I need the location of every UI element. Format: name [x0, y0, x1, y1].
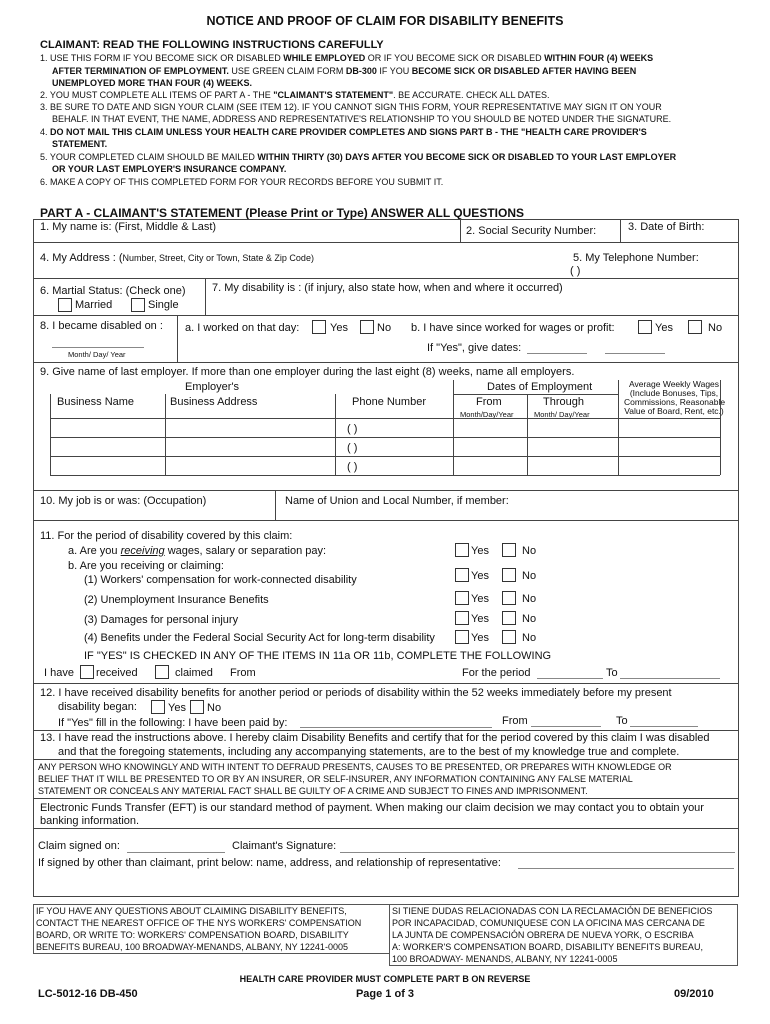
- for-period-line[interactable]: [537, 678, 603, 679]
- contact-es-line: SI TIENE DUDAS RELACIONADAS CON LA RECLAMACIÓN DE BENEFICIOS: [392, 906, 713, 916]
- q12-paid-by: If "Yes" fill in the following: I have been paid by:: [58, 717, 288, 729]
- q11b1-label: (1) Workers' compensation for work-connected disability: [84, 574, 357, 586]
- q3-label: 3. Date of Birth:: [628, 221, 705, 233]
- employer-header: Employer's: [185, 381, 240, 393]
- q8-dates-line-2[interactable]: [605, 353, 665, 354]
- table-row-phone[interactable]: ( ): [347, 442, 358, 454]
- married-label: Married: [75, 299, 113, 311]
- q10-label: 10. My job is or was: (Occupation): [40, 495, 207, 507]
- col-business-name: Business Name: [57, 396, 135, 408]
- table-row-rule: [50, 456, 720, 457]
- contact-english: [33, 904, 390, 954]
- claimant-signature-label: Claimant's Signature:: [232, 840, 337, 852]
- col-through-hint: Month/ Day/Year: [534, 410, 590, 419]
- claimant-signature-line[interactable]: [340, 852, 735, 853]
- row-rule: [33, 683, 738, 684]
- q11b2-yes-checkbox[interactable]: [455, 591, 469, 605]
- for-period-label: For the period: [462, 667, 531, 679]
- divider: [620, 219, 621, 242]
- table-col-rule: [165, 394, 166, 475]
- divider: [275, 490, 276, 520]
- representative-line[interactable]: [518, 868, 734, 869]
- instruction-2: 2. YOU MUST COMPLETE ALL ITEMS OF PART A - THE "CLAIMANT'S STATEMENT". BE ACCURATE. CHECK ALL DATES.: [40, 90, 550, 100]
- to-line[interactable]: [620, 678, 720, 679]
- q11b4-no-checkbox[interactable]: [502, 630, 516, 644]
- q1-label: 1. My name is: (First, Middle & Last): [40, 221, 217, 233]
- claim-signed-on-label: Claim signed on:: [38, 840, 120, 852]
- q11a-label: a. Are you receiving wages, salary or separation pay:: [68, 545, 327, 557]
- table-row-phone[interactable]: ( ): [347, 423, 358, 435]
- contact-en-line: CONTACT THE NEAREST OFFICE OF THE NYS WORKERS' COMPENSATION: [36, 918, 362, 928]
- divider: [460, 219, 461, 242]
- col-from: From: [476, 396, 502, 408]
- single-checkbox[interactable]: [131, 298, 145, 312]
- received-label: received: [96, 667, 138, 679]
- contact-en-line: IF YOU HAVE ANY QUESTIONS ABOUT CLAIMING DISABILITY BENEFITS,: [36, 906, 347, 916]
- col-through: Through: [543, 396, 584, 408]
- q12-no-checkbox[interactable]: [190, 700, 204, 714]
- i-have-label: I have: [44, 667, 74, 679]
- q13-label-cont: and that the foregoing statements, including any accompanying statements, are to the best of my knowledge true and complete.: [58, 746, 680, 758]
- contact-spanish: [389, 904, 738, 966]
- q8-date-line[interactable]: [52, 347, 144, 348]
- table-col-rule: [50, 394, 51, 475]
- form-left-rule: [33, 219, 34, 897]
- instruction-3-cont: BEHALF. IN THAT EVENT, THE NAME, ADDRESS AND REPRESENTATIVE'S RELATIONSHIP TO YOU SHOULD BE NOTED UNDER THE SIGNATURE.: [52, 114, 672, 124]
- union-label: Name of Union and Local Number, if member:: [285, 495, 509, 507]
- q11b3-no-checkbox[interactable]: [502, 611, 516, 625]
- fraud-warning-2: BELIEF THAT IT WILL BE PRESENTED TO OR BY AN INSURER, OR SELF-INSURER, ANY INFORMATION CONTAINING ANY FALSE MATERIAL: [38, 774, 633, 784]
- eft-note: Electronic Funds Transfer (EFT) is our standard method of payment. When making our claim decision we may contact you to obtain your: [40, 802, 704, 814]
- q12-label: 12. I have received disability benefits for another period or periods of disability within the 52 weeks immediately before my present: [40, 687, 672, 699]
- married-checkbox[interactable]: [58, 298, 72, 312]
- q11b2-label: (2) Unemployment Insurance Benefits: [84, 594, 269, 606]
- q12-yes-label: Yes: [168, 702, 186, 714]
- col-business-address: Business Address: [170, 396, 258, 408]
- to-label: To: [606, 667, 618, 679]
- q8b-yes-label: Yes: [655, 322, 673, 334]
- q12-yes-checkbox[interactable]: [151, 700, 165, 714]
- q11b2-no-label: No: [522, 593, 537, 605]
- q12-from-label: From: [502, 715, 528, 727]
- row-rule: [33, 730, 738, 731]
- q11b1-no-label: No: [522, 570, 537, 582]
- row-rule: [33, 362, 738, 363]
- contact-en-line: BOARD, OR WRITE TO: WORKERS' COMPENSATION BOARD, DISABILITY: [36, 930, 349, 940]
- q11b3-yes-label: Yes: [471, 613, 489, 625]
- instruction-1-cont: AFTER TERMINATION OF EMPLOYMENT. USE GREEN CLAIM FORM DB-300 IF YOU BECOME SICK OR DISABLED AFTER HAVING BEEN: [52, 66, 637, 76]
- q5-area-code: ( ): [570, 265, 581, 277]
- q12-to-label: To: [616, 715, 628, 727]
- row-rule: [33, 828, 738, 829]
- table-row-rule: [50, 475, 720, 476]
- q8a-label: a. I worked on that day:: [185, 322, 300, 334]
- form-bottom-rule: [33, 896, 738, 897]
- table-row-phone[interactable]: ( ): [347, 461, 358, 473]
- instruction-4: 4. DO NOT MAIL THIS CLAIM UNLESS YOUR HEALTH CARE PROVIDER COMPLETES AND SIGNS PART B - THE "HEALTH CARE PROVIDER'S: [40, 127, 647, 137]
- q11b4-yes-label: Yes: [471, 632, 489, 644]
- form-date: 09/2010: [674, 988, 714, 1000]
- form-top-rule: [33, 219, 738, 220]
- row-rule: [33, 798, 738, 799]
- row-rule: [33, 242, 738, 243]
- q11b2-yes-label: Yes: [471, 593, 489, 605]
- q13-label: 13. I have read the instructions above. I hereby claim Disability Benefits and certify that for the period covered by this claim I was disabled: [40, 732, 710, 744]
- q7-label: 7. My disability is : (if injury, also state how, when and where it occurred): [212, 282, 563, 294]
- form-right-rule: [738, 219, 739, 897]
- q11b1-no-checkbox[interactable]: [502, 568, 516, 582]
- q6-label: 6. Martial Status: (Check one): [40, 285, 186, 297]
- q11b-label: b. Are you receiving or claiming:: [68, 560, 224, 572]
- claimed-checkbox[interactable]: [155, 665, 169, 679]
- received-checkbox[interactable]: [80, 665, 94, 679]
- q12-label-cont: disability began:: [58, 701, 137, 713]
- col-from-hint: Month/Day/Year: [460, 410, 514, 419]
- contact-en-line: BENEFITS BUREAU, 100 BROADWAY-MENANDS, ALBANY, NY 12241-0005: [36, 942, 348, 952]
- instruction-1-end: UNEMPLOYED MORE THAN FOUR (4) WEEKS.: [52, 78, 253, 88]
- q4-label: 4. My Address : (Number, Street, City or Town, State & Zip Code): [40, 252, 314, 264]
- q11b3-label: (3) Damages for personal injury: [84, 614, 239, 626]
- contact-es-line: LA JUNTA DE COMPENSACIÓN OBRERA DE NUEVA YORK, O ESCRIBA: [392, 930, 694, 940]
- contact-es-line: A: WORKER'S COMPENSATION BOARD, DISABILITY BENEFITS BUREAU,: [392, 942, 703, 952]
- q11b4-label: (4) Benefits under the Federal Social Security Act for long-term disability: [84, 632, 435, 644]
- q8a-no-label: No: [377, 322, 392, 334]
- col-phone: Phone Number: [352, 396, 426, 408]
- q11b2-no-checkbox[interactable]: [502, 591, 516, 605]
- divider: [177, 315, 178, 362]
- q12-to-line[interactable]: [630, 726, 698, 727]
- representative-label: If signed by other than claimant, print below: name, address, and relationship of representative:: [38, 857, 501, 869]
- page-number: Page 1 of 3: [355, 988, 415, 1000]
- fraud-warning-1: ANY PERSON WHO KNOWINGLY AND WITH INTENT TO DEFRAUD PRESENTS, CAUSES TO BE PRESENTED, OR PREPARES WITH KNOWLEDGE OR: [38, 762, 672, 772]
- eft-note-cont: banking information.: [40, 815, 140, 827]
- q8-label: 8. I became disabled on :: [40, 320, 163, 332]
- q11b3-yes-checkbox[interactable]: [455, 611, 469, 625]
- instruction-1: 1. USE THIS FORM IF YOU BECOME SICK OR DISABLED WHILE EMPLOYED OR IF YOU BECOME SICK OR DISABLED WITHIN FOUR (4) WEEKS: [40, 53, 654, 63]
- q11-label: 11. For the period of disability covered by this claim:: [40, 530, 293, 542]
- q8-date-hint: Month/ Day/ Year: [68, 350, 126, 359]
- row-rule: [33, 520, 738, 521]
- dates-header: Dates of Employment: [487, 381, 593, 393]
- q11a-yes-label: Yes: [471, 545, 489, 557]
- q9-label: 9. Give name of last employer. If more than one employer during the last eight (8) weeks, name all employers.: [40, 366, 575, 378]
- dates-header-rule: [453, 394, 618, 395]
- q12-no-label: No: [207, 702, 222, 714]
- row-rule: [33, 759, 738, 760]
- single-label: Single: [148, 299, 179, 311]
- q8a-yes-label: Yes: [330, 322, 348, 334]
- q8-dates-line-1[interactable]: [527, 353, 587, 354]
- table-col-rule: [720, 380, 721, 475]
- q8-give-dates: If "Yes", give dates:: [427, 342, 522, 354]
- instruction-6: 6. MAKE A COPY OF THIS COMPLETED FORM FOR YOUR RECORDS BEFORE YOU SUBMIT IT.: [40, 177, 444, 187]
- q11b3-no-label: No: [522, 613, 537, 625]
- claimed-label: claimed: [175, 667, 213, 679]
- q8b-no-label: No: [708, 322, 723, 334]
- form-id: LC-5012-16 DB-450: [38, 988, 138, 1000]
- contact-es-line: POR INCAPACIDAD, COMUNIQUESE CON LA OFICINA MAS CERCANA DE: [392, 918, 705, 928]
- q8b-yes-checkbox[interactable]: [638, 320, 652, 334]
- fraud-warning-3: STATEMENT OR CONCEALS ANY MATERIAL FACT SHALL BE GUILTY OF A CRIME AND SUBJECT TO FINES AND IMPRISONMENT.: [38, 786, 588, 796]
- table-row-rule: [50, 418, 720, 419]
- q12-paid-by-line[interactable]: [300, 727, 492, 728]
- q11a-yes-checkbox[interactable]: [455, 543, 469, 557]
- q11b1-yes-label: Yes: [471, 570, 489, 582]
- table-col-rule: [527, 394, 528, 475]
- q8a-yes-checkbox[interactable]: [312, 320, 326, 334]
- table-col-rule: [618, 380, 619, 475]
- row-rule: [33, 315, 738, 316]
- q8b-label: b. I have since worked for wages or profit:: [411, 322, 615, 334]
- row-rule: [33, 490, 738, 491]
- form-title: NOTICE AND PROOF OF CLAIM FOR DISABILITY BENEFITS: [206, 14, 564, 28]
- q8b-no-checkbox[interactable]: [688, 320, 702, 334]
- row-rule: [33, 278, 738, 279]
- instruction-4-cont: STATEMENT.: [52, 139, 108, 149]
- instruction-5: 5. YOUR COMPLETED CLAIM SHOULD BE MAILED WITHIN THIRTY (30) DAYS AFTER YOU BECOME SICK OR DISABLED TO YOUR LAST EMPLOYER: [40, 152, 677, 162]
- q12-from-line[interactable]: [531, 726, 601, 727]
- table-row-rule: [50, 437, 720, 438]
- claim-signed-on-line[interactable]: [127, 852, 225, 853]
- q11a-no-label: No: [522, 545, 537, 557]
- instructions-heading: CLAIMANT: READ THE FOLLOWING INSTRUCTIONS CAREFULLY: [40, 39, 384, 51]
- q5-label: 5. My Telephone Number:: [573, 252, 699, 264]
- instruction-3: 3. BE SURE TO DATE AND SIGN YOUR CLAIM (SEE ITEM 12). IF YOU CANNOT SIGN THIS FORM, YOUR REPRESENTATIVE MAY SIGN IT ON YOUR: [40, 102, 662, 112]
- avg-wages-header: Average Weekly Wages (Include Bonuses, Tips, Commissions, Reasonable Value of Board, Rent, etc.): [624, 379, 726, 416]
- q11-if-yes: IF "YES" IS CHECKED IN ANY OF THE ITEMS IN 11a OR 11b, COMPLETE THE FOLLOWING: [84, 650, 552, 662]
- divider: [205, 278, 206, 315]
- q11b4-yes-checkbox[interactable]: [455, 630, 469, 644]
- from-label: From: [230, 667, 256, 679]
- q2-label: 2. Social Security Number:: [466, 225, 597, 237]
- table-col-rule: [335, 394, 336, 475]
- table-col-rule: [453, 380, 454, 475]
- contact-es-line: 100 BROADWAY- MENANDS, ALBANY, NY 12241-0005: [392, 954, 618, 964]
- q8a-no-checkbox[interactable]: [360, 320, 374, 334]
- q11a-no-checkbox[interactable]: [502, 543, 516, 557]
- q11b1-yes-checkbox[interactable]: [455, 568, 469, 582]
- part-a-heading: PART A - CLAIMANT'S STATEMENT (Please Print or Type) ANSWER ALL QUESTIONS: [40, 206, 524, 220]
- part-b-note: HEALTH CARE PROVIDER MUST COMPLETE PART B ON REVERSE: [239, 974, 531, 984]
- q11b4-no-label: No: [522, 632, 537, 644]
- instruction-5-cont: OR YOUR LAST EMPLOYER'S INSURANCE COMPANY.: [52, 164, 287, 174]
